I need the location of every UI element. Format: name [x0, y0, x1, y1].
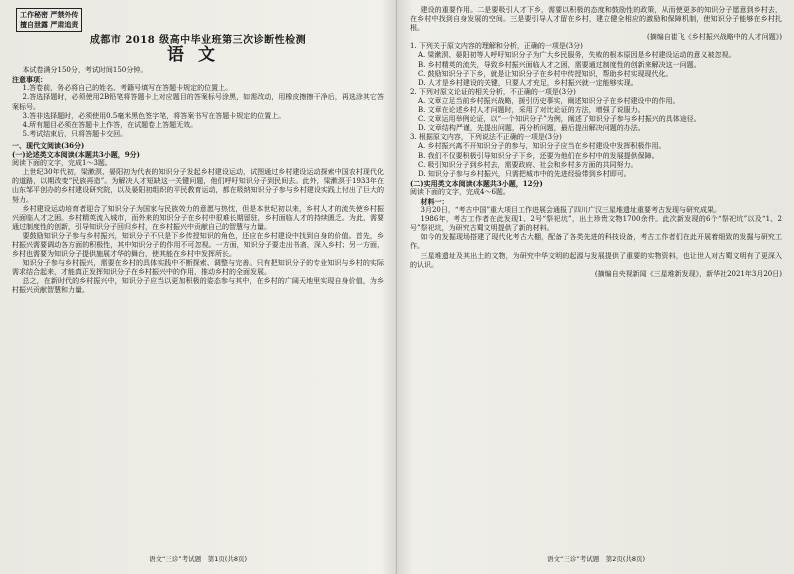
- reading-instruction: 阅读下面的文字，完成1～3题。: [12, 159, 112, 168]
- option: D. 文章结构严谨，先提出问题，再分析问题，最后提出解决问题的办法。: [418, 124, 645, 133]
- notice-item: 4.所有题目必须在答题卡上作答，在试题卷上答题无效。: [22, 120, 198, 129]
- passage-paragraph: 上世纪30年代初，梁漱溟、晏阳初为代表的知识分子发起乡村建设运动，试图通过乡村建设运动探索中国农村现代化的道路，以期改变“民族再造”。为解决人才短缺这一关键问题，他们呼吁知识分子到民间去。此外，梁漱溟于1933年在山东邹平创办的乡村建设研究院，以及晏阳初组织的平民教育运动，都在吸纳知识分子参与乡村建设实践上付出了巨大的努力。: [12, 168, 384, 204]
- option: A. 文章立足当前乡村振兴战略，援引历史事实，阐述知识分子在乡村建设中的作用。: [418, 96, 680, 105]
- passage-paragraph: 三星堆遗址及其出土的文物，为研究中华文明的起源与发展提供了重要的实物资料，也让世人对古蜀文明有了更深入的认识。: [410, 251, 782, 269]
- option: D. 人才是乡村建设的关键，只要人才充足，乡村振兴就一定能够实现。: [418, 78, 638, 87]
- option: C. 鼓励知识分子下乡，就是让知识分子在乡村中传授知识，帮助乡村实现现代化。: [418, 69, 673, 78]
- subsection-heading: (一)论述类文本阅读(本题共3小题，9分): [12, 150, 140, 160]
- passage-paragraph: 要鼓励知识分子参与乡村振兴，知识分子不只是下乡传授知识的角色，还应在乡村建设中找到自身的价值。首先，乡村振兴需要调动各方面的积极性，其中知识分子的作用不可忽视。一方面，知识分子要走出书斋，深入乡村；另一方面，乡村也需要为知识分子提供施展才华的舞台，使其能在乡村中发挥所长。: [12, 231, 384, 259]
- option: A. 乡村振兴离不开知识分子的参与，知识分子应当在乡村建设中发挥积极作用。: [418, 142, 666, 151]
- page-footer: 语文“三诊”考试题 第2页(共8页): [546, 554, 646, 563]
- passage-paragraph: 乡村建设运动培育者迎合了知识分子为国家与民族效力的意愿与热忱，但是本世纪初以来，乡村人才的流失使乡村振兴面临人才之困。乡村精英流入城市，而外来的知识分子在乡村中很难长期留驻，乡村面临人才的持续匮乏。为此，需要通过制度性的创新，引导知识分子回归乡村，在乡村振兴中贡献自己的智慧与力量。: [12, 204, 384, 231]
- question-2: 2. 下列对原文论证的相关分析，不正确的一项是(3分): [410, 87, 576, 96]
- passage-source: (摘编自崔飞《乡村振兴战略中的人才问题》): [647, 33, 782, 42]
- notice-item: 5.考试结束后，只将答题卡交回。: [22, 129, 128, 138]
- option: B. 我们不仅要积极引导知识分子下乡，还要为他们在乡村中的发展提供保障。: [418, 151, 659, 160]
- option: B. 文章在论述乡村人才问题时，采用了对比论证的方法，增强了说服力。: [418, 106, 645, 115]
- notice-heading: 注意事项：: [12, 75, 47, 85]
- passage-paragraph: 建设的重要作用。二是要吸引人才下乡，需要以积极的态度和鼓励性的政策，从而使更多的知识分子愿意到乡村去，在乡村中找到自身发展的空间。三是要引导人才留在乡村，建立健全相应的激励和保障机制，使知识分子能够在乡村扎根。: [410, 6, 782, 33]
- question-1: 1. 下列关于原文内容的理解和分析，正确的一项是(3分): [410, 42, 583, 51]
- subject-title: 语文: [167, 45, 229, 66]
- passage-paragraph: 3月20日，“考古中国”重大项目工作进展会通报了四川广汉三星堆遗址重要考古发现与研究成果。: [420, 206, 722, 215]
- option: D. 知识分子参与乡村振兴，只需把城市中的先进经验带到乡村即可。: [418, 169, 631, 178]
- confidential-stamp: [16, 8, 82, 32]
- option: C. 文章运用举例论证，以“一个知识分子”为例，阐述了知识分子参与乡村振兴的具体途径。: [418, 115, 701, 124]
- notice-item: 3.答非选择题时，必须使用0.5毫米黑色签字笔，将答案书写在答题卡规定的位置上。: [22, 111, 286, 120]
- exam-title: 成都市 2018 级高中毕业班第三次诊断性检测: [89, 35, 307, 46]
- option: C. 吸引知识分子到乡村去，需要政府、社会和乡村多方面的共同努力。: [418, 160, 638, 169]
- page-footer: 语文“三诊”考试题 第1页(共8页): [148, 554, 248, 563]
- passage-paragraph: 如今的发掘现场搭建了现代化考古大棚，配备了各类先进的科技设备，考古工作者们在此开展着细致的发掘与研究工作。: [410, 233, 782, 251]
- question-3: 3. 根据原文内容，下列说法不正确的一项是(3分): [410, 133, 562, 142]
- stamp-line-2: 擅自泄露 严肃追责: [20, 21, 79, 29]
- notice-item: 1.答卷前，务必将自己的姓名、考籍号填写在答题卡规定的位置上。: [22, 84, 233, 93]
- page-divider: [396, 0, 397, 574]
- passage-source: (摘编自央视新闻《三星堆新发现》，新华社2021年3月20日): [594, 269, 782, 278]
- section-heading: 一、现代文阅读(36分): [12, 140, 85, 150]
- passage-paragraph: 1986年，考古工作者在此发现1、2号“祭祀坑”，出土珍贵文物1700余件。此次新发现的6个“祭祀坑”以及“1、2号”祭祀坑，为研究古蜀文明提供了新的材料。: [410, 215, 782, 233]
- passage-paragraph: 总之，在新时代的乡村振兴中，知识分子应当以更加积极的姿态参与其中，在乡村的广阔天地里实现自身价值，为乡村振兴贡献智慧和力量。: [12, 277, 384, 295]
- option: A. 梁漱溟、晏阳初等人呼吁知识分子为广大乡民服务，失败的根本原因是乡村建设运动的意义被忽视。: [418, 51, 736, 60]
- reading-instruction: 阅读下面的文字，完成4～6题。: [410, 187, 510, 196]
- left-page: [12, 6, 384, 566]
- right-page: [410, 6, 782, 566]
- material-label: 材料一：: [420, 196, 449, 206]
- subsection-heading: (二)实用类文本阅读(本题共3小题，12分): [410, 178, 543, 188]
- stamp-line-1: 工作秘密 严禁外传: [20, 11, 79, 19]
- passage-paragraph: 知识分子参与乡村振兴，需要在乡村的具体实践中不断探索、调整与完善。只有把知识分子的专业知识与乡村的实际需求结合起来，才能真正发挥知识分子在乡村振兴中的作用，推动乡村的全面发展。: [12, 259, 384, 277]
- option: B. 乡村精英的流失，导致乡村振兴面临人才之困，需要通过制度性的创新来解决这一问题。: [418, 60, 701, 69]
- notice-item: 2.答选择题时，必须使用2B铅笔将答题卡上对应题目的答案标号涂黑，如需改动，用橡皮擦擦干净后，再选涂其它答案标号。: [12, 93, 384, 111]
- exam-intro: 本试卷满分150分，考试时间150分钟。: [22, 66, 148, 75]
